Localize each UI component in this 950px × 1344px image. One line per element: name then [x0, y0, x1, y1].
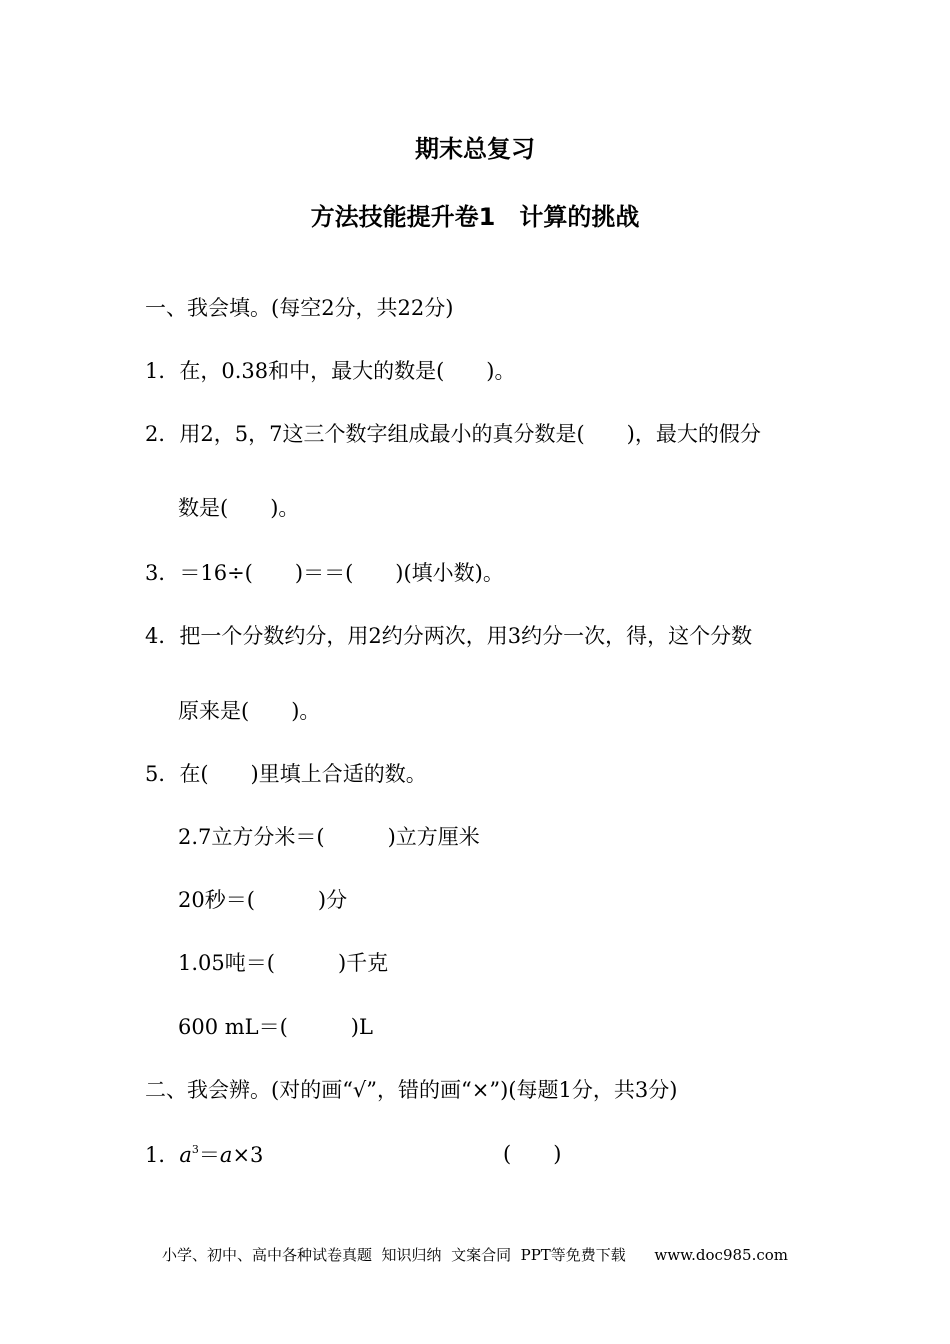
question-1-2-line1: 2．用2，5，7这三个数字组成最小的真分数是( )，最大的假分	[145, 422, 761, 446]
unit-conversion-item: 20秒＝( )分	[178, 888, 348, 912]
exponent: 3	[191, 1143, 199, 1156]
question-2-1	[145, 1144, 263, 1166]
page-subtitle: 方法技能提升卷1 计算的挑战	[310, 203, 640, 231]
question-1-4-line1: 4．把一个分数约分，用2约分两次，用3约分一次，得，这个分数	[145, 624, 753, 648]
equals-sign: ＝	[198, 1143, 220, 1167]
variable-a: a	[179, 1143, 192, 1167]
question-1-2-line2: 数是( )。	[178, 496, 300, 520]
section1-heading: 一、我会填。(每空2分，共22分)	[145, 296, 454, 320]
expression-rest: ×3	[232, 1143, 264, 1167]
question-1-4-line2: 原来是( )。	[178, 699, 321, 723]
question-1-1: 1．在，0.38和中，最大的数是( )。	[145, 359, 516, 383]
question-number: 1．	[145, 1143, 180, 1167]
variable-a: a	[219, 1143, 233, 1167]
section2-heading: 二、我会辨。(对的画“√”，错的画“×”)(每题1分，共3分)	[145, 1078, 678, 1102]
unit-conversion-item: 2.7立方分米＝( )立方厘米	[178, 825, 480, 849]
unit-conversion-item: 1.05吨＝( )千克	[178, 951, 389, 975]
page-title: 期末总复习	[415, 135, 535, 163]
question-1-5: 5．在( )里填上合适的数。	[145, 762, 427, 786]
unit-conversion-item: 600 mL＝( )L	[178, 1015, 373, 1039]
question-1-3: 3．＝16÷( )＝＝( )(填小数)。	[145, 561, 504, 585]
page-footer: 小学、初中、高中各种试卷真题 知识归纳 文案合同 PPT等免费下载 www.doc985.com	[162, 1246, 789, 1264]
answer-parentheses: ( )	[503, 1142, 562, 1166]
